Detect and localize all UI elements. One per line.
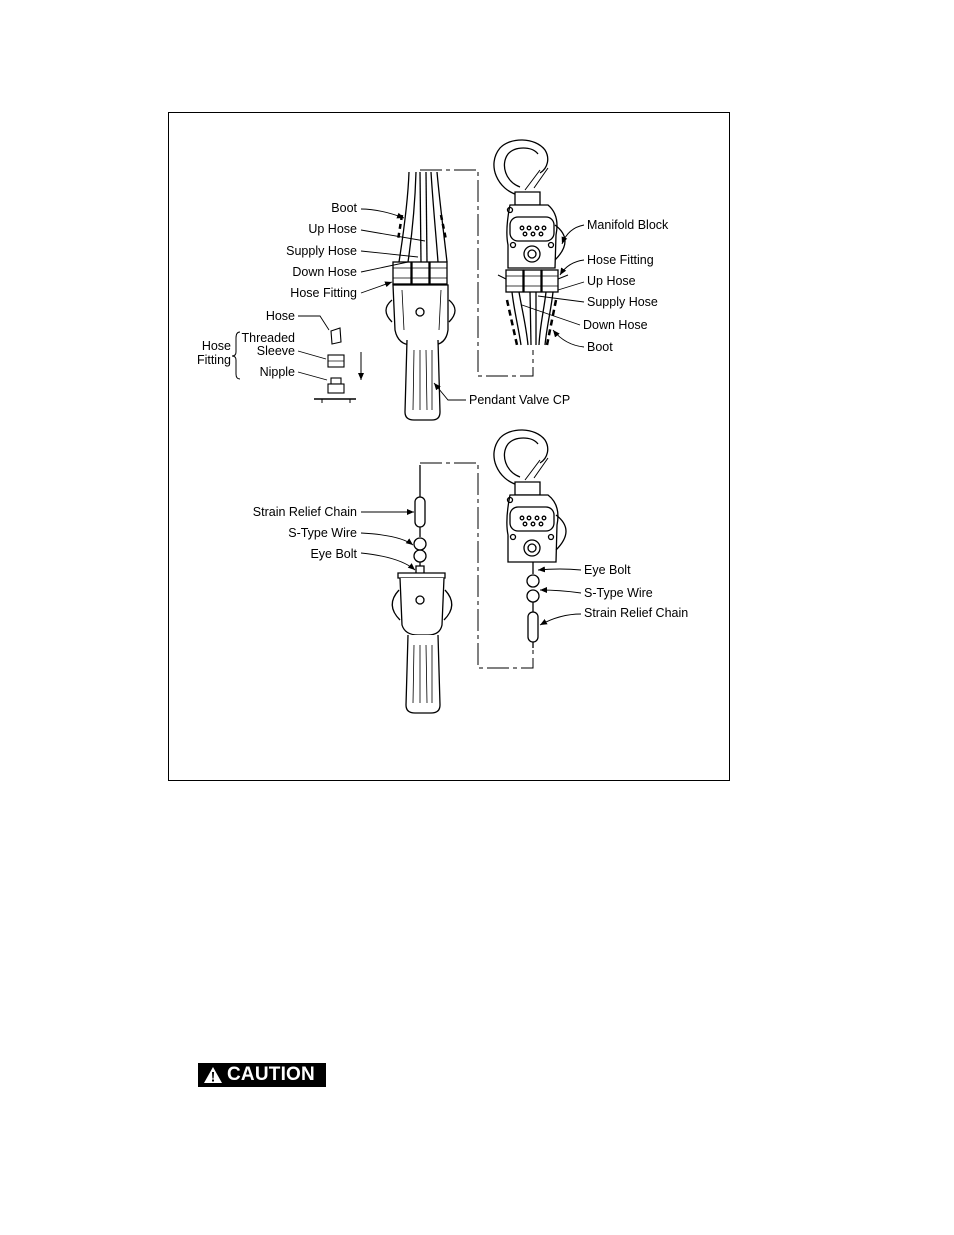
top-right-label-group [583,218,669,354]
label-supply-hose-right: Supply Hose [587,295,658,309]
bottom-right-label-group [584,563,688,620]
label-s-type-wire-right: S-Type Wire [584,586,653,600]
label-supply-hose-left: Supply Hose [286,244,357,258]
label-manifold-block: Manifold Block [587,218,669,232]
figure-frame [169,113,730,781]
label-boot-right: Boot [587,340,613,354]
hoist-bottom [494,430,566,648]
pendant-valve-top [386,172,455,420]
warning-triangle-icon [203,1066,223,1084]
label-eye-bolt-left: Eye Bolt [310,547,357,561]
label-down-hose-right: Down Hose [583,318,648,332]
caution-label: CAUTION [227,1064,315,1085]
bottom-left-label-group [253,505,358,561]
label-pendant-valve: Pendant Valve CP [469,393,571,407]
label-up-hose-right: Up Hose [587,274,636,288]
label-hose-fitting-group-1: Hose [201,339,231,353]
label-up-hose-left: Up Hose [308,222,357,236]
hose-fitting-bracket [232,332,240,379]
label-s-type-wire-left: S-Type Wire [288,526,357,540]
label-boot-left: Boot [331,201,357,215]
label-strain-relief-chain-right: Strain Relief Chain [584,606,689,620]
label-hose-fitting-group-2: Fitting [196,353,231,367]
label-strain-relief-chain-left: Strain Relief Chain [252,505,357,519]
label-hose-fitting-left: Hose Fitting [290,286,357,300]
label-down-hose-left: Down Hose [292,265,357,279]
label-hose-fitting-right: Hose Fitting [587,253,654,267]
label-hose: Hose [265,309,295,323]
label-threaded: Threaded [241,331,295,345]
pendant-valve-bottom [392,465,452,713]
label-eye-bolt-right: Eye Bolt [584,563,631,577]
bottom-left-leaders [361,512,415,570]
label-sleeve: Sleeve [256,344,295,358]
bottom-right-leaders [538,569,581,625]
label-nipple: Nipple [259,365,295,379]
hoist-top [494,140,568,345]
caution-badge [198,1063,326,1087]
hose-fitting-detail [314,328,356,403]
